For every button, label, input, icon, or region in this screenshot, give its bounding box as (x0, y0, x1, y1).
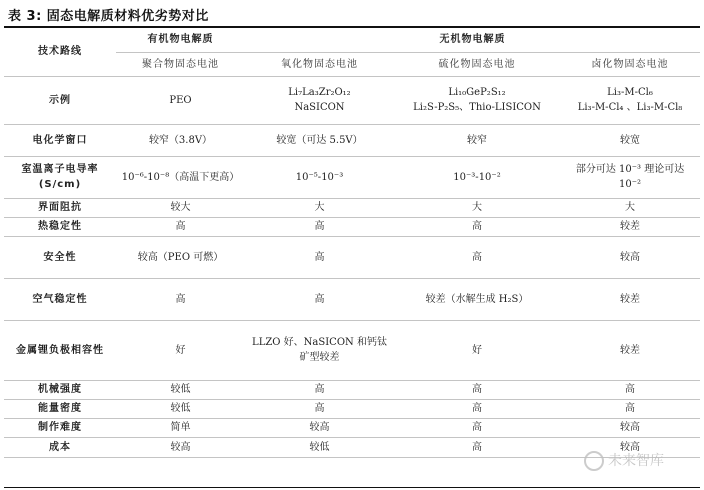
table-row (4, 124, 700, 156)
table-cell: 较高 (560, 418, 700, 437)
table-row (4, 399, 700, 418)
table-cell: 简单 (116, 418, 245, 437)
table-cell: LLZO 好、NaSICON 和钙钛矿型较差 (245, 320, 394, 380)
watermark (584, 450, 694, 478)
table-cell: 高 (245, 380, 394, 399)
table-cell: 高 (245, 399, 394, 418)
table-cell: Li₃-M-Cl₆ Li₃-M-Cl₄ 、Li₃-M-Cl₈ (560, 76, 700, 124)
table-cell: 较宽 (560, 124, 700, 156)
table-cell: 较窄 (394, 124, 560, 156)
table-row (4, 380, 700, 399)
table-cell: PEO (116, 76, 245, 124)
table-title: 表 3: 固态电解质材料优劣势对比 (8, 9, 209, 24)
table-cell: 10⁻⁵-10⁻³ (245, 156, 394, 198)
table-cell: 高 (394, 380, 560, 399)
organic-header: 有机物电解质 (116, 27, 245, 52)
table-cell: 较高（PEO 可燃） (116, 236, 245, 278)
table-cell: 高 (394, 217, 560, 236)
table-cell: 10⁻³-10⁻² (394, 156, 560, 198)
row-label: 制作难度 (4, 418, 116, 437)
watermark-text: 未来智库 (608, 453, 664, 469)
table-cell: 较差（水解生成 H₂S） (394, 278, 560, 320)
inorganic-header: 无机物电解质 (245, 27, 700, 52)
table-cell: 较高 (560, 236, 700, 278)
table-cell: 较低 (116, 399, 245, 418)
type-header: 卤化物固态电池 (560, 52, 700, 76)
row-label: 电化学窗口 (4, 124, 116, 156)
table-cell: 高 (245, 278, 394, 320)
table-cell: 较差 (560, 217, 700, 236)
table-cell: Li₁₀GeP₂S₁₂ Li₂S-P₂S₅、Thio-LISICON (394, 76, 560, 124)
row-label: 成本 (4, 437, 116, 457)
watermark-logo-icon (584, 451, 604, 471)
row-label: 热稳定性 (4, 217, 116, 236)
table-row (4, 156, 700, 198)
table-cell: 高 (560, 399, 700, 418)
row-label: 机械强度 (4, 380, 116, 399)
table-cell: 高 (394, 418, 560, 437)
table-cell: 较差 (560, 320, 700, 380)
table-cell: 较低 (116, 380, 245, 399)
table-cell: 高 (245, 236, 394, 278)
row-label: 能量密度 (4, 399, 116, 418)
table-cell: 较差 (560, 278, 700, 320)
type-header: 氧化物固态电池 (245, 52, 394, 76)
row-label: 界面阻抗 (4, 198, 116, 217)
row-label: 安全性 (4, 236, 116, 278)
table-cell: 部分可达 10⁻³ 理论可达 10⁻² (560, 156, 700, 198)
type-header: 聚合物固态电池 (116, 52, 245, 76)
row-label: 示例 (4, 76, 116, 124)
row-label: 空气稳定性 (4, 278, 116, 320)
row-label: 室温离子电导率(S/cm) (4, 156, 116, 198)
table-cell: 较高 (560, 437, 700, 457)
table-row (4, 320, 700, 380)
type-header: 硫化物固态电池 (394, 52, 560, 76)
table-row (4, 198, 700, 217)
table-cell: 较宽（可达 5.5V） (245, 124, 394, 156)
table-row (4, 236, 700, 278)
table-row (4, 217, 700, 236)
table-cell: 大 (245, 198, 394, 217)
table-cell: 好 (394, 320, 560, 380)
table-cell: 高 (245, 217, 394, 236)
table-cell: 好 (116, 320, 245, 380)
row-label: 金属锂负极相容性 (4, 320, 116, 380)
table-cell: 较窄（3.8V） (116, 124, 245, 156)
table-cell: 较低 (245, 437, 394, 457)
table-row (4, 278, 700, 320)
bottom-rule (4, 487, 700, 488)
table-cell: 高 (394, 236, 560, 278)
tech-route-header: 技术路线 (4, 27, 116, 76)
table-cell: 高 (116, 278, 245, 320)
header-row (4, 27, 700, 52)
table-cell: 较高 (245, 418, 394, 437)
table-cell: Li₇La₃Zr₂O₁₂ NaSICON (245, 76, 394, 124)
table-cell: 高 (394, 399, 560, 418)
table-cell: 较大 (116, 198, 245, 217)
table-row (4, 76, 700, 124)
table-row (4, 418, 700, 437)
table-cell: 大 (560, 198, 700, 217)
table-cell: 大 (394, 198, 560, 217)
table-cell: 高 (560, 380, 700, 399)
table-cell: 高 (394, 437, 560, 457)
table-cell: 10⁻⁶-10⁻⁸（高温下更高） (116, 156, 245, 198)
comparison-table (4, 27, 700, 458)
table-cell: 较高 (116, 437, 245, 457)
table-cell: 高 (116, 217, 245, 236)
